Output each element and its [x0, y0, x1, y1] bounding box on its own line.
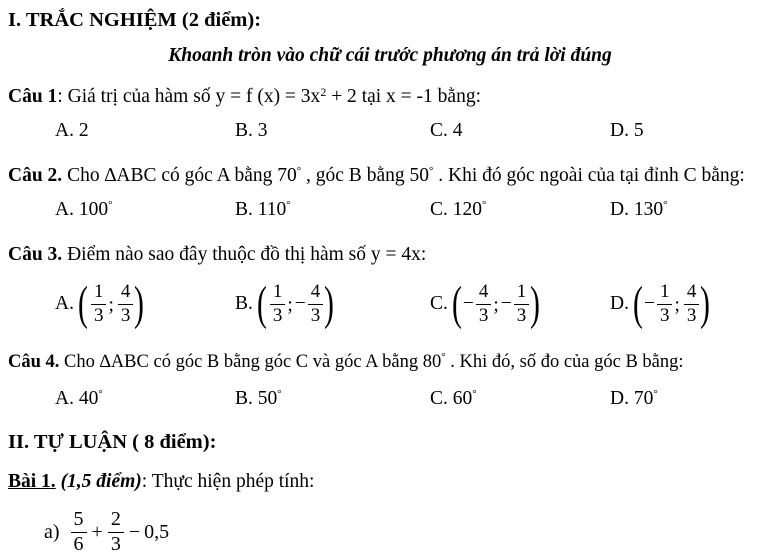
option-letter: D.	[610, 199, 629, 220]
angle-value: 70	[277, 165, 297, 186]
question-3-label: Câu 3.	[8, 244, 63, 265]
plus-operator: +	[91, 520, 103, 543]
question-2-body: , góc B bằng	[301, 165, 410, 186]
question-4-option-c	[430, 388, 477, 410]
option-letter: D.	[610, 388, 629, 409]
exercise-1-instruction: : Thực hiện phép tính:	[141, 471, 315, 492]
option-value: 120	[452, 199, 483, 220]
denominator: 3	[93, 304, 104, 326]
question-3-option-d	[610, 274, 710, 334]
question-2-body-end: . Khi đó góc ngoài của tại đỉnh C bằng:	[433, 165, 745, 186]
degree-symbol: °	[98, 388, 103, 400]
section-2-heading: II. TỰ LUẬN ( 8 điểm):	[8, 431, 217, 453]
degree-symbol: °	[472, 388, 477, 400]
option-value: 5	[633, 120, 644, 141]
question-1-option-a	[55, 120, 89, 142]
left-paren: (	[451, 277, 462, 331]
right-paren: )	[134, 277, 145, 331]
question-3-text	[8, 241, 772, 268]
option-letter: A.	[55, 199, 74, 220]
angle-value: 80	[422, 352, 442, 372]
fraction	[270, 282, 286, 326]
option-value: 70	[633, 388, 654, 409]
numerator: 1	[270, 282, 286, 305]
denominator: 3	[659, 304, 670, 326]
minus-sign: −	[500, 293, 512, 314]
right-paren: )	[324, 277, 335, 331]
question-3-option-b	[235, 274, 334, 334]
question-1-label: Câu 1	[8, 86, 58, 107]
degree-symbol: °	[482, 199, 487, 211]
numerator: 1	[514, 282, 530, 305]
fraction	[71, 509, 87, 555]
degree-symbol: °	[428, 165, 434, 177]
left-paren: (	[633, 277, 643, 331]
section-1-heading: I. TRẮC NGHIỆM (2 điểm):	[8, 9, 262, 31]
numerator: 4	[476, 282, 492, 305]
math-expression: + 2	[326, 86, 357, 107]
separator: ;	[108, 295, 114, 316]
denominator: 3	[272, 304, 283, 326]
left-paren: (	[78, 277, 88, 331]
option-value: 40	[78, 388, 99, 409]
question-3-option-a	[55, 274, 144, 334]
option-value: 130	[633, 199, 664, 220]
numerator: 4	[308, 282, 324, 305]
question-2-option-a	[55, 199, 113, 221]
question-2-option-d	[610, 199, 668, 221]
numerator: 1	[91, 282, 107, 305]
right-paren: )	[530, 277, 541, 331]
numerator: 4	[684, 282, 700, 305]
fraction	[308, 282, 324, 326]
question-4-option-d	[610, 388, 658, 410]
decimal-value: 0,5	[144, 520, 170, 543]
option-value: 4	[452, 120, 463, 141]
numerator: 2	[108, 509, 124, 533]
denominator: 6	[73, 532, 84, 555]
option-letter: B.	[235, 199, 253, 220]
option-value: 50	[257, 388, 278, 409]
exponent: 2	[320, 85, 327, 99]
degree-symbol: °	[286, 199, 291, 211]
minus-operator: −	[128, 520, 141, 543]
degree-symbol: °	[296, 165, 302, 177]
option-value: 60	[452, 388, 473, 409]
minus-sign: −	[462, 293, 474, 314]
left-paren: (	[256, 277, 267, 331]
fraction	[657, 282, 673, 326]
option-letter: A.	[55, 293, 74, 314]
option-letter: B.	[235, 120, 253, 141]
question-1-body-end: tại x = -1 bằng:	[356, 86, 481, 107]
option-letter: D.	[610, 293, 629, 314]
separator: ;	[287, 295, 293, 316]
question-4-label: Câu 4.	[8, 352, 60, 372]
option-letter: A.	[55, 388, 74, 409]
exercise-1-label: Bài 1.	[8, 471, 56, 492]
separator: ;	[493, 295, 499, 316]
denominator: 3	[110, 532, 121, 555]
question-1-option-d	[610, 120, 644, 142]
question-3-body: Điểm nào sao đây thuộc đồ thị hàm số y = 4x:	[62, 244, 427, 265]
fraction	[118, 282, 134, 326]
question-4-body-end: . Khi đó, số đo của góc B bằng:	[445, 352, 684, 372]
question-2-option-c	[430, 199, 486, 221]
question-3-options	[8, 274, 772, 334]
exercise-1a-expression	[44, 504, 772, 560]
question-1-text	[8, 83, 772, 110]
degree-symbol: °	[441, 351, 446, 363]
option-letter: B.	[235, 293, 253, 314]
question-3-option-c	[430, 274, 540, 334]
question-1-option-b	[235, 120, 268, 142]
numerator: 4	[118, 282, 134, 305]
exercise-1-line	[8, 468, 772, 496]
question-4-text	[8, 349, 772, 376]
separator: ;	[674, 295, 680, 316]
instruction-line: Khoanh tròn vào chữ cái trước phương án trả lời đúng	[168, 45, 612, 66]
question-1-options	[8, 120, 772, 147]
fraction	[108, 509, 124, 555]
option-letter: A.	[55, 120, 74, 141]
numerator: 1	[657, 282, 673, 305]
option-letter: D.	[610, 120, 629, 141]
denominator: 3	[310, 304, 321, 326]
denominator: 3	[686, 304, 697, 326]
question-4-option-a	[55, 388, 103, 410]
math-expression: y = f (x) = 3x	[215, 86, 321, 107]
option-value: 2	[78, 120, 89, 141]
denominator: 3	[120, 304, 131, 326]
denominator: 3	[478, 304, 489, 326]
fraction	[91, 282, 107, 326]
option-value: 110	[257, 199, 287, 220]
question-2-text	[8, 162, 772, 189]
question-2-label: Câu 2.	[8, 165, 63, 186]
degree-symbol: °	[663, 199, 668, 211]
degree-symbol: °	[653, 388, 658, 400]
question-4-option-b	[235, 388, 282, 410]
numerator: 5	[71, 509, 87, 533]
question-4-body: Cho ∆ABC có góc B bằng góc C và góc A bằng	[59, 352, 423, 372]
question-1-body: Giá trị của hàm số	[67, 86, 216, 107]
minus-sign: −	[294, 293, 306, 314]
degree-symbol: °	[277, 388, 282, 400]
question-2-option-b	[235, 199, 291, 221]
question-4-options	[8, 388, 772, 415]
fraction	[684, 282, 700, 326]
exercise-1-points: (1,5 điểm)	[55, 471, 142, 492]
angle-value: 50	[409, 165, 429, 186]
denominator: 3	[516, 304, 527, 326]
question-2-body: Cho ∆ABC có góc A bằng	[62, 165, 278, 186]
question-1-option-c	[430, 120, 463, 142]
fraction	[514, 282, 530, 326]
option-letter: B.	[235, 388, 253, 409]
right-paren: )	[700, 277, 711, 331]
option-letter: C.	[430, 199, 448, 220]
question-2-options	[8, 199, 772, 226]
item-label: a)	[44, 520, 60, 543]
question-1-colon: :	[57, 86, 68, 107]
option-letter: C.	[430, 293, 448, 314]
fraction	[476, 282, 492, 326]
option-value: 100	[78, 199, 109, 220]
option-value: 3	[257, 120, 268, 141]
option-letter: C.	[430, 120, 448, 141]
minus-sign: −	[643, 293, 655, 314]
degree-symbol: °	[108, 199, 113, 211]
option-letter: C.	[430, 388, 448, 409]
